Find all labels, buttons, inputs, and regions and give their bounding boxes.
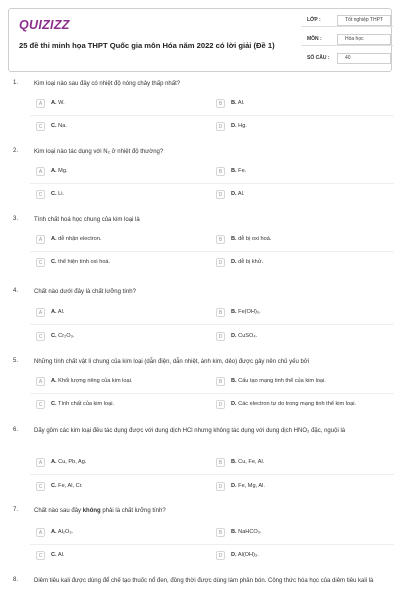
option-letter-box: C xyxy=(36,332,45,341)
option-text: dễ nhận electron. xyxy=(58,236,102,242)
question-text: Kim loại nào sau đây có nhiệt độ nóng chảy thấp nhất? xyxy=(34,81,181,87)
option-prefix: A. xyxy=(51,100,57,106)
option-prefix: A. xyxy=(51,168,57,174)
option-letter-box: B xyxy=(216,167,225,176)
option-letter-box: A xyxy=(36,308,45,317)
option-letter-box: C xyxy=(36,122,45,131)
option-prefix: C. xyxy=(51,552,57,558)
option-d[interactable] xyxy=(216,332,394,344)
option-b[interactable] xyxy=(216,458,394,470)
meta-value: Hóa học xyxy=(345,36,364,42)
option-text: Các electron tự do trong mạng tinh thể kim loại. xyxy=(238,401,357,407)
option-letter-box: B xyxy=(216,235,225,244)
option-letter-box: C xyxy=(36,482,45,491)
option-text: Al. xyxy=(57,552,65,558)
option-prefix: B. xyxy=(231,309,237,315)
option-letter-box: A xyxy=(36,528,45,537)
option-text: Cu, Fe, Al. xyxy=(238,459,265,465)
option-letter-box: B xyxy=(216,528,225,537)
meta-value: Tốt nghiệp THPT xyxy=(345,17,383,23)
option-a[interactable] xyxy=(36,528,206,540)
option-letter-box: C xyxy=(36,258,45,267)
option-prefix: C. xyxy=(51,333,57,339)
option-prefix: C. xyxy=(51,483,57,489)
option-d[interactable] xyxy=(216,190,394,202)
option-prefix: D. xyxy=(231,401,237,407)
question-text: Diêm tiêu kali được dùng để chế tạo thuốc nổ đen, đồng thời được dùng làm phân bón. Công thức hóa học của diêm tiêu kali là xyxy=(34,578,374,584)
divider xyxy=(30,474,394,475)
emphasis-not: không xyxy=(82,508,101,514)
option-d[interactable] xyxy=(216,551,394,563)
meta-row-count xyxy=(301,51,393,65)
divider xyxy=(30,251,394,252)
option-text: Na. xyxy=(58,123,67,129)
question-text: Kim loại nào tác dụng với N₂ ở nhiệt độ thường? xyxy=(34,149,164,155)
question-number: 5. xyxy=(13,358,19,364)
option-c[interactable] xyxy=(36,122,206,134)
question-number: 2. xyxy=(13,148,19,154)
option-letter-box: D xyxy=(216,258,225,267)
option-prefix: B. xyxy=(231,459,237,465)
question-number: 6. xyxy=(13,427,19,433)
option-text: CuSO₄. xyxy=(238,333,258,339)
option-d[interactable] xyxy=(216,258,394,270)
option-letter-box: A xyxy=(36,167,45,176)
quizizz-logo: QUIZIZZ xyxy=(19,18,70,32)
option-d[interactable] xyxy=(216,482,394,494)
option-text: Fe, Al, Cr. xyxy=(58,483,83,489)
option-d[interactable] xyxy=(216,122,394,134)
meta-row-subject xyxy=(301,32,393,46)
option-letter-box: D xyxy=(216,190,225,199)
option-text: dễ bị khử. xyxy=(238,259,264,265)
option-text: Fe, Mg, Al. xyxy=(238,483,265,489)
option-c[interactable] xyxy=(36,332,206,344)
option-text: Tính chất của kim loại. xyxy=(58,401,115,407)
option-prefix: D. xyxy=(231,259,237,265)
option-text: Al. xyxy=(57,309,65,315)
option-a[interactable] xyxy=(36,377,206,389)
option-text: dễ bị oxi hoá. xyxy=(238,236,272,242)
option-text: Mg. xyxy=(58,168,68,174)
option-c[interactable] xyxy=(36,400,206,412)
option-letter-box: D xyxy=(216,122,225,131)
option-text: Fe(OH)₃. xyxy=(238,309,261,315)
option-text: Li. xyxy=(58,191,65,197)
option-letter-box: A xyxy=(36,458,45,467)
divider xyxy=(30,324,394,325)
option-prefix: D. xyxy=(231,483,237,489)
divider xyxy=(30,183,394,184)
option-prefix: B. xyxy=(231,529,237,535)
option-letter-box: A xyxy=(36,235,45,244)
option-c[interactable] xyxy=(36,190,206,202)
option-letter-box: D xyxy=(216,482,225,491)
option-prefix: C. xyxy=(51,259,57,265)
option-letter-box: B xyxy=(216,308,225,317)
question-text: Chất nào dưới đây là chất lưỡng tính? xyxy=(34,289,136,295)
option-prefix: B. xyxy=(231,378,237,384)
option-text: Cấu tạo mạng tinh thể của kim loại. xyxy=(238,378,326,384)
option-a[interactable] xyxy=(36,235,206,247)
option-prefix: C. xyxy=(51,123,57,129)
option-prefix: B. xyxy=(231,236,237,242)
divider xyxy=(30,544,394,545)
option-a[interactable] xyxy=(36,458,206,470)
option-letter-box: C xyxy=(36,551,45,560)
divider xyxy=(30,393,394,394)
option-text: NaHCO₃. xyxy=(238,529,262,535)
option-a[interactable] xyxy=(36,308,206,320)
option-text: Al₂O₃. xyxy=(57,529,74,535)
meta-label: MÔN : xyxy=(307,36,322,42)
question-number: 8. xyxy=(13,577,19,583)
option-prefix: D. xyxy=(231,191,237,197)
document-header xyxy=(8,8,392,72)
meta-label: SỐ CÂU : xyxy=(307,55,330,61)
option-b[interactable] xyxy=(216,308,394,320)
option-letter-box: B xyxy=(216,99,225,108)
option-c[interactable] xyxy=(36,258,206,270)
option-letter-box: C xyxy=(36,190,45,199)
divider xyxy=(30,115,394,116)
option-text: thể hiện tính oxi hoá. xyxy=(58,259,111,265)
option-letter-box: D xyxy=(216,332,225,341)
meta-row-class xyxy=(301,13,393,27)
option-letter-box: A xyxy=(36,99,45,108)
option-a[interactable] xyxy=(36,99,206,111)
option-c[interactable] xyxy=(36,482,206,494)
option-prefix: A. xyxy=(51,378,57,384)
option-letter-box: B xyxy=(216,377,225,386)
question-number: 7. xyxy=(13,507,19,513)
option-prefix: D. xyxy=(231,333,237,339)
option-letter-box: D xyxy=(216,400,225,409)
option-prefix: C. xyxy=(51,191,57,197)
option-b[interactable] xyxy=(216,528,394,540)
question-number: 1. xyxy=(13,80,19,86)
option-letter-box: B xyxy=(216,458,225,467)
option-text: Khối lượng riêng của kim loại. xyxy=(58,378,133,384)
option-prefix: B. xyxy=(231,168,237,174)
option-prefix: B. xyxy=(231,100,237,106)
option-b[interactable] xyxy=(216,167,394,179)
meta-value: 40 xyxy=(345,55,351,61)
option-text: Hg. xyxy=(238,123,247,129)
option-prefix: D. xyxy=(231,123,237,129)
option-c[interactable] xyxy=(36,551,206,563)
option-prefix: A. xyxy=(51,459,57,465)
option-text: Cr₂O₃. xyxy=(58,333,75,339)
option-prefix: D. xyxy=(231,552,237,558)
question-text: Tính chất hoá học chung của kim loại là xyxy=(34,217,140,223)
option-letter-box: C xyxy=(36,400,45,409)
option-letter-box: D xyxy=(216,551,225,560)
option-prefix: A. xyxy=(51,309,57,315)
option-text: Al. xyxy=(237,191,245,197)
option-prefix: C. xyxy=(51,401,57,407)
option-b[interactable] xyxy=(216,99,394,111)
question-text: Chất nào sau đây không phải là chất lưỡng tính? xyxy=(34,508,166,514)
option-text: W. xyxy=(58,100,65,106)
question-number: 3. xyxy=(13,216,19,222)
option-a[interactable] xyxy=(36,167,206,179)
document-title: 25 đề thi minh họa THPT Quốc gia môn Hóa năm 2022 có lời giải (Đề 1) xyxy=(19,41,275,50)
meta-label: LỚP : xyxy=(307,17,321,23)
option-b[interactable] xyxy=(216,377,394,389)
option-text: Al(OH)₃. xyxy=(237,552,259,558)
option-text: Cu, Pb, Ag. xyxy=(58,459,87,465)
option-text: Fe. xyxy=(238,168,247,174)
option-letter-box: A xyxy=(36,377,45,386)
option-prefix: A. xyxy=(51,529,57,535)
question-text: Những tính chất vật lí chung của kim loại (dẫn điện, dẫn nhiệt, ánh kim, dẻo) được gây nên chủ yếu bởi xyxy=(34,359,310,365)
option-d[interactable] xyxy=(216,400,394,412)
option-text: Al. xyxy=(237,100,245,106)
option-b[interactable] xyxy=(216,235,394,247)
option-prefix: A. xyxy=(51,236,57,242)
question-number: 4. xyxy=(13,288,19,294)
question-text: Dãy gồm các kim loại đều tác dụng được với dung dịch HCl nhưng không tác dụng với dung dịch HNO₃ đặc, nguội là xyxy=(34,428,346,434)
